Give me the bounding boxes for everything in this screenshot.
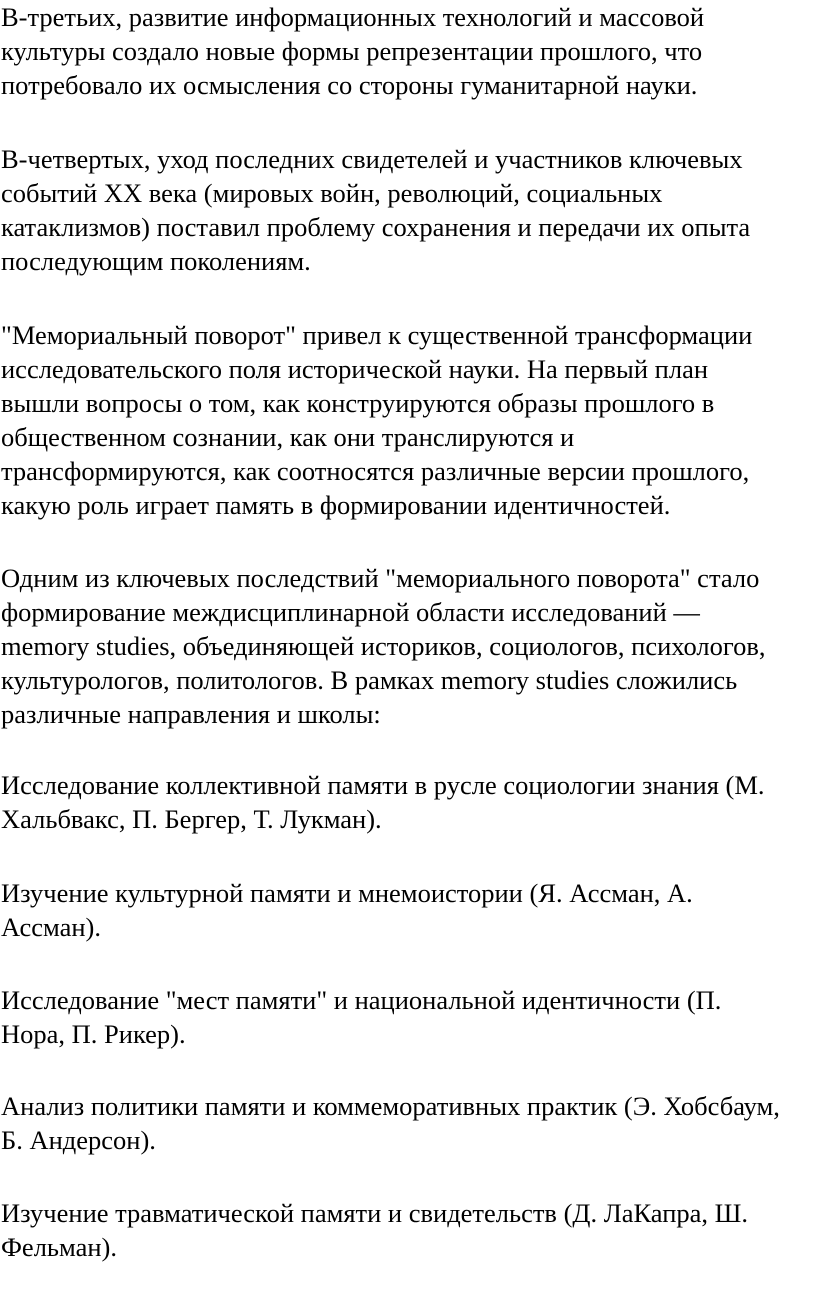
list-item-places-of-memory: Исследование "мест памяти" и национальной идентичности (П. Нора, П. Рикер). (1, 985, 722, 1049)
list-item-cultural-memory: Изучение культурной памяти и мнемоистории (Я. Ассман, А. Ассман). (1, 878, 693, 942)
paragraph-memorial-turn: "Мемориальный поворот" привел к существенной трансформации исследовательского поля исторической науки. На первый план вышли вопросы о том, как конструируются образы прошлого в общественном сознании, как они транслируются и трансформируются, как соотносятся различные версии прошлого, какую роль играет память в формировании идентичностей. (1, 320, 753, 520)
paragraph-third-reason: В-третьих, развитие информационных технологий и массовой культуры создало новые формы репрезентации прошлого, что потребовало их осмысления со стороны гуманитарной науки. (1, 2, 705, 100)
list-item-memory-politics: Анализ политики памяти и коммеморативных практик (Э. Хобсбаум, Б. Андерсон). (1, 1091, 780, 1155)
paragraph-fourth-reason: В-четвертых, уход последних свидетелей и участников ключевых событий XX века (мировых войн, революций, социальных катаклизмов) поставил проблему сохранения и передачи их опыта последующим поколениям. (1, 144, 751, 276)
paragraph-memory-studies: Одним из ключевых последствий "мемориального поворота" стало формирование междисциплинарной области исследований — memory studies, объединяющей историков, социологов, психологов, культурологов, политологов. В рамках memory studies сложились различные направления и школы: (1, 563, 766, 729)
list-item-traumatic-memory: Изучение травматической памяти и свидетельств (Д. ЛаКапра, Ш. Фельман). (1, 1198, 748, 1262)
list-item-collective-memory: Исследование коллективной памяти в русле социологии знания (М. Хальбвакс, П. Бергер, Т. Лукман). (1, 770, 765, 834)
